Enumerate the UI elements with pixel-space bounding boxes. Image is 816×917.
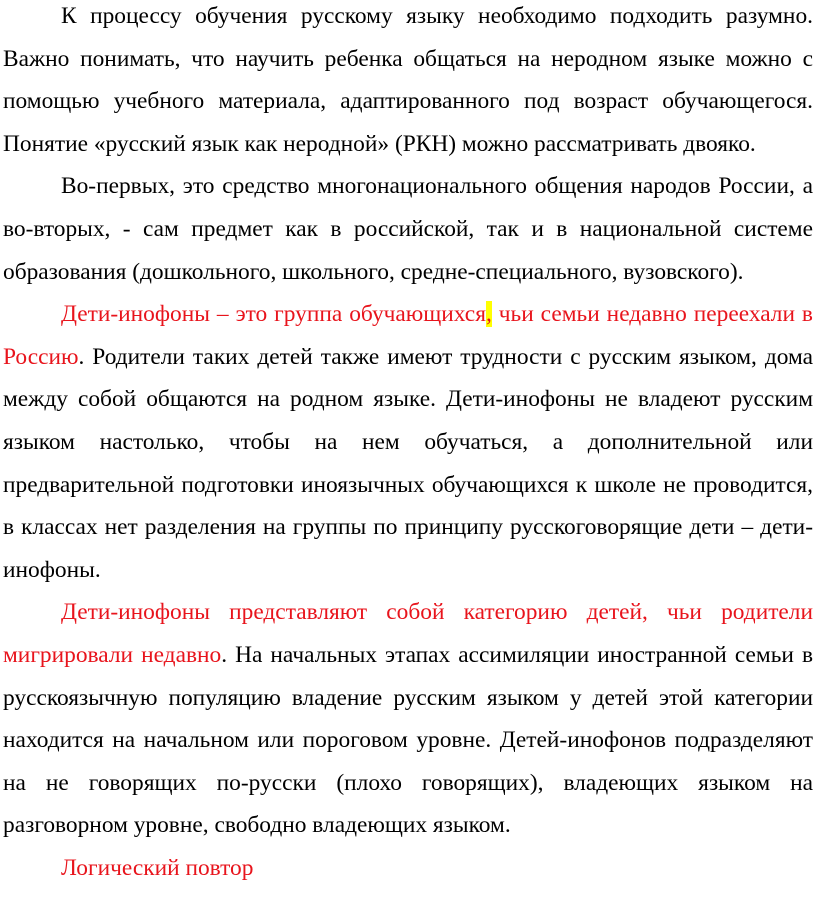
logical-repeat-heading: Логический повтор (61, 854, 254, 881)
paragraph-rkn-intro: К процессу обучения русскому языку необходимо подходить разумно. Важно понимать, что научить ребенка общаться на неродном языке можно с помощью учебного материала, адаптированного под возраст обучающегося. Понятие «русский язык как неродной» (РКН) можно рассматривать двояко. (3, 3, 813, 157)
red-text-category: Дети-инофоны представляют собой категорию детей, чьи родители мигрировали недавно (3, 599, 813, 668)
document-page (3, 0, 813, 889)
paragraph-text: . Родители таких детей также имеют трудности с русским языком, дома между собой общаются на родном языке. Дети-инофоны не владеют русским языком настолько, чтобы на нем обучаться, а дополнительной или предварительной подготовки иноязычных обучающихся к школе не проводится, в классах нет разделения на группы по принципу русскоговорящие дети – дети-инофоны. (3, 343, 813, 583)
paragraph-inophone-category (3, 591, 813, 847)
red-text-definition-start: Дети-инофоны – это группа обучающихся (61, 301, 486, 328)
paragraph-inophone-definition (3, 293, 813, 591)
highlighted-comma: , (485, 301, 492, 328)
paragraph-rkn-meaning: Во-первых, это средство многонационального общения народов России, а во-вторых, - сам предмет как в российской, так и в национальной системе образования (дошкольного, школьного, средне-специального, вузовского). (3, 173, 813, 285)
red-text-definition-end: чьи семьи недавно переехали в Россию (3, 301, 813, 370)
paragraph-text: . На начальных этапах ассимиляции иностранной семьи в русскоязычную популяцию владение русским языком у детей этой категории находится на начальном или пороговом уровне. Детей-инофонов подразделяют на не говорящих по-русски (плохо говорящих), владеющих языком на разговорном уровне, свободно владеющих языком. (3, 641, 813, 839)
